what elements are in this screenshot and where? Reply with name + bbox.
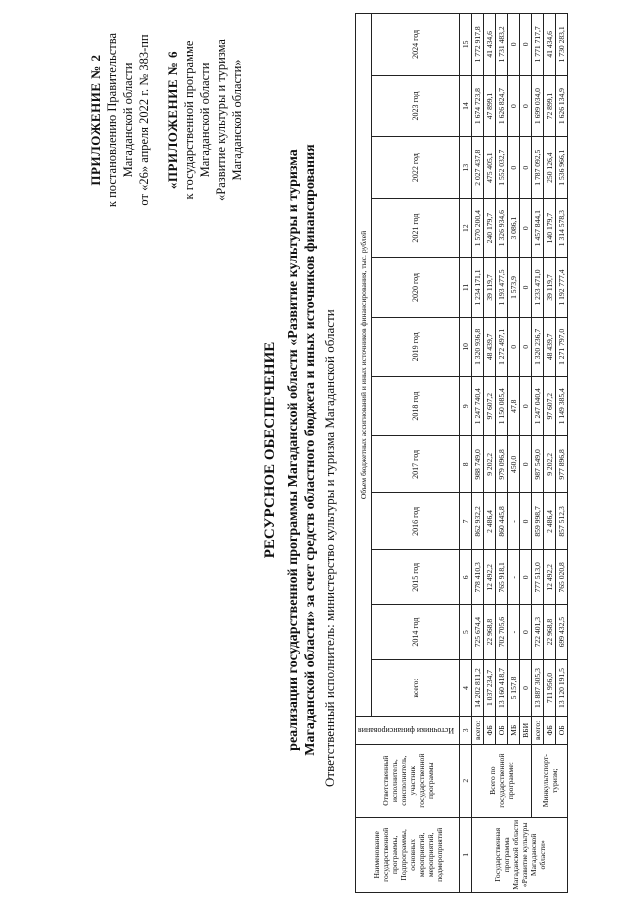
table-cell: 1 193 477,5 (496, 258, 508, 317)
title-line-1: РЕСУРСНОЕ ОБЕСПЕЧЕНИЕ (262, 341, 278, 559)
responsible-executor: Ответственный исполнитель: министерство культуры и туризма Магаданской области (322, 309, 337, 787)
table-cell: 0 (520, 605, 532, 660)
header-responsible: Ответственный исполнитель, соисполнитель, участник государственной программы (356, 744, 460, 817)
table-cell: 5 157,8 (508, 659, 520, 716)
table-cell: 1 772 917,8 (472, 14, 484, 76)
header-year: 2014 год (372, 605, 460, 660)
title-line-2: реализации государственной программы Магаданской области «Развитие культуры и туризма (286, 149, 301, 751)
table-row (532, 14, 544, 893)
table-cell: 3 086,1 (508, 198, 520, 257)
table-cell: 9 202,2 (484, 436, 496, 493)
table-cell: всего: (532, 717, 544, 745)
table-cell: 22 968,8 (544, 605, 556, 660)
header-year: 2019 год (372, 317, 460, 376)
table-cell: 12 492,2 (484, 550, 496, 605)
header-year: 2024 год (372, 14, 460, 76)
table-cell: 22 968,8 (484, 605, 496, 660)
column-number: 9 (460, 377, 472, 436)
table-cell: 0 (520, 75, 532, 137)
column-number: 6 (460, 550, 472, 605)
table-cell: 722 401,3 (532, 605, 544, 660)
table-cell: 1 272 497,1 (496, 317, 508, 376)
table-cell: 2 027 437,8 (472, 137, 484, 199)
column-number: 3 (460, 717, 472, 745)
table-cell: 47 899,1 (484, 75, 496, 137)
table-cell: 777 513,0 (532, 550, 544, 605)
table-cell: 240 179,7 (484, 198, 496, 257)
table-cell: 1 573,9 (508, 258, 520, 317)
table-cell: 0 (520, 493, 532, 550)
table-cell: ОБ (496, 717, 508, 745)
table-cell: 1 457 844,1 (532, 198, 544, 257)
column-number: 4 (460, 659, 472, 716)
table-cell: 1 192 777,4 (556, 258, 568, 317)
table-cell: 979 096,8 (496, 436, 508, 493)
table-cell: 1 247 740,4 (472, 377, 484, 436)
table-cell: 0 (508, 137, 520, 199)
table-cell: 250 126,4 (544, 137, 556, 199)
table-cell: 475 405,1 (484, 137, 496, 199)
table-cell: ВБИ (520, 717, 532, 745)
table-cell: - (508, 493, 520, 550)
table-cell: 1 037 234,7 (484, 659, 496, 716)
appendix-6-line: к государственной программе (182, 40, 196, 200)
table-cell: 1 787 092,5 (532, 137, 544, 199)
table-cell: 1 233 471,0 (532, 258, 544, 317)
appendix-2-block (88, 15, 152, 225)
table-cell: 1 149 385,4 (556, 377, 568, 436)
table-cell: 41 434,6 (484, 14, 496, 76)
appendix-6-line: Магаданской области» (230, 59, 244, 181)
table-cell: 1 314 578,3 (556, 198, 568, 257)
column-number: 1 (460, 817, 472, 892)
table-cell: 1 552 032,7 (496, 137, 508, 199)
table-cell: 14 202 811,2 (472, 659, 484, 716)
column-number: 8 (460, 436, 472, 493)
table-cell: 0 (508, 14, 520, 76)
column-number: 14 (460, 75, 472, 137)
table-cell: 0 (520, 659, 532, 716)
column-number: 5 (460, 605, 472, 660)
table-cell: 47,8 (508, 377, 520, 436)
document-title (262, 105, 319, 795)
table-cell: 1 771 717,7 (532, 14, 544, 76)
table-cell: 97 607,2 (544, 377, 556, 436)
table-cell: 13 120 191,5 (556, 659, 568, 716)
header-name: Наименование государственной программы, Подпрограммы, основных мероприятий, мероприятий, подмероприятий (356, 817, 460, 892)
table-cell: - (508, 605, 520, 660)
appendix-6-line: Магаданской области (198, 62, 212, 178)
table-cell: 1 570 200,4 (472, 198, 484, 257)
table-cell: 1 674 723,8 (472, 75, 484, 137)
header-sources (356, 717, 460, 745)
table-cell: 2 486,4 (484, 493, 496, 550)
table-cell: 13 887 305,3 (532, 659, 544, 716)
table-cell: 0 (520, 258, 532, 317)
header-year: 2022 год (372, 137, 460, 199)
title-line-3: Магаданской области» за счет средств областного бюджета и иных источников финансирования (303, 144, 318, 756)
group-total-label: Всего по государственной программе: (472, 744, 532, 817)
group-responsible-label: Минкультспорт-туризм; (532, 744, 568, 817)
table-cell: 0 (520, 14, 532, 76)
table-cell: 1 234 171,1 (472, 258, 484, 317)
table-cell: 140 179,7 (544, 198, 556, 257)
column-number: 10 (460, 317, 472, 376)
table-cell: 0 (520, 377, 532, 436)
table-cell: 862 932,2 (472, 493, 484, 550)
table-cell: 699 432,5 (556, 605, 568, 660)
appendix-2-line: Магаданской области (121, 62, 135, 178)
table-cell: 2 486,4 (544, 493, 556, 550)
table-cell: 450,0 (508, 436, 520, 493)
table-cell: 1 626 824,7 (496, 75, 508, 137)
table-cell: 0 (520, 436, 532, 493)
table-cell: 0 (520, 137, 532, 199)
column-number: 7 (460, 493, 472, 550)
table-cell: 765 918,1 (496, 550, 508, 605)
header-year: 2023 год (372, 75, 460, 137)
table-cell: 977 896,8 (556, 436, 568, 493)
table-cell: 13 160 418,7 (496, 659, 508, 716)
table-row (472, 14, 484, 893)
header-volume: Объем бюджетных ассигнований и иных источников финансирования, тыс. рублей (356, 14, 372, 717)
table-cell: 41 434,6 (544, 14, 556, 76)
table-cell: ФБ (484, 717, 496, 745)
table-cell: 765 020,8 (556, 550, 568, 605)
appendix-6-title: «ПРИЛОЖЕНИЕ № 6 (165, 50, 180, 190)
table-cell: 0 (520, 550, 532, 605)
column-number: 13 (460, 137, 472, 199)
table-cell: 1 320 936,8 (472, 317, 484, 376)
table-cell: 9 202,2 (544, 436, 556, 493)
table-cell: 1 247 040,4 (532, 377, 544, 436)
table-cell: 711 956,0 (544, 659, 556, 716)
program-name-cell: Государственная программа Магаданской области «Развитие культуры Магаданской области» (472, 817, 568, 892)
table-cell: ОБ (556, 717, 568, 745)
table-cell: 0 (520, 198, 532, 257)
column-number: 15 (460, 14, 472, 76)
table-cell: 987 549,0 (532, 436, 544, 493)
table-cell: 39 119,7 (484, 258, 496, 317)
appendix-2-title: ПРИЛОЖЕНИЕ № 2 (88, 54, 103, 186)
header-sources-text: Источники финансирования (358, 725, 455, 735)
table-cell: - (508, 550, 520, 605)
appendix-2-line: от «26» апреля 2022 г. № 383-пп (137, 34, 151, 206)
table-cell: 1 731 483,2 (496, 14, 508, 76)
table-cell: 72 899,1 (544, 75, 556, 137)
table-cell: ФБ (544, 717, 556, 745)
table-cell: 857 512,3 (556, 493, 568, 550)
table-cell: 1 626 134,9 (556, 75, 568, 137)
table-cell: 1 699 034,0 (532, 75, 544, 137)
header-total: всего: (372, 659, 460, 716)
table-cell: 860 445,8 (496, 493, 508, 550)
table-cell: 48 439,7 (544, 317, 556, 376)
table-cell: 1 730 283,1 (556, 14, 568, 76)
column-number-row (460, 14, 472, 893)
appendix-6-block (165, 15, 245, 225)
table-cell: 12 492,2 (544, 550, 556, 605)
table-cell: 1 271 797,0 (556, 317, 568, 376)
column-number: 2 (460, 744, 472, 817)
table-cell: 988 749,0 (472, 436, 484, 493)
table-cell: всего: (472, 717, 484, 745)
header-year: 2018 год (372, 377, 460, 436)
header-year: 2020 год (372, 258, 460, 317)
table-cell: 725 674,4 (472, 605, 484, 660)
table-cell: 859 998,7 (532, 493, 544, 550)
table-cell: 1 320 236,7 (532, 317, 544, 376)
header-year: 2021 год (372, 198, 460, 257)
table-cell: 778 410,3 (472, 550, 484, 605)
resources-table (355, 13, 568, 893)
table-cell: 1 150 085,4 (496, 377, 508, 436)
header-year: 2016 год (372, 493, 460, 550)
appendix-2-line: к постановлению Правительства (105, 32, 119, 208)
table-cell: 1 536 966,1 (556, 137, 568, 199)
column-number: 12 (460, 198, 472, 257)
table-cell: 97 607,2 (484, 377, 496, 436)
table-cell: 702 705,6 (496, 605, 508, 660)
table-cell: 1 326 934,6 (496, 198, 508, 257)
table-cell: 0 (508, 317, 520, 376)
table-cell: МБ (508, 717, 520, 745)
table-cell: 39 119,7 (544, 258, 556, 317)
header-year: 2017 год (372, 436, 460, 493)
table-cell: 0 (508, 75, 520, 137)
table-cell: 48 439,7 (484, 317, 496, 376)
appendix-6-line: «Развитие культуры и туризма (214, 39, 228, 201)
table-cell: 0 (520, 317, 532, 376)
column-number: 11 (460, 258, 472, 317)
header-year: 2015 год (372, 550, 460, 605)
